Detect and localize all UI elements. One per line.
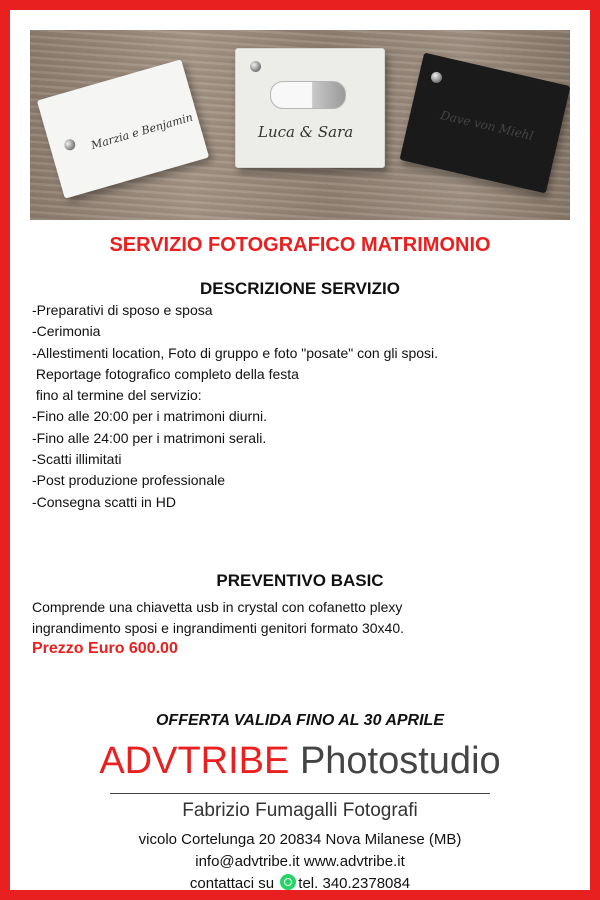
service-list xyxy=(32,300,438,513)
list-item: -Allestimenti location, Foto di gruppo e foto "posate" con gli sposi. xyxy=(32,344,439,361)
brand-name-a: ADVTRIBE xyxy=(99,740,290,782)
usb-stick xyxy=(270,81,346,109)
card-left-text: Marzia e Benjamin xyxy=(89,110,195,153)
list-item: -Scatti illimitati xyxy=(32,451,122,468)
basic-description xyxy=(32,597,404,639)
list-item: -Preparativi di sposo e sposa xyxy=(32,302,213,318)
crystal-usb-box xyxy=(235,48,385,168)
rivet-icon xyxy=(63,138,77,152)
black-card-box xyxy=(400,53,570,194)
description-heading: DESCRIZIONE SERVIZIO xyxy=(200,279,400,298)
basic-heading: PREVENTIVO BASIC xyxy=(216,571,384,590)
cta-label: contattaci su xyxy=(189,875,275,892)
whatsapp-icon[interactable] xyxy=(280,874,296,890)
price-label: Prezzo Euro 600.00 xyxy=(32,640,178,657)
list-item: -Cerimonia xyxy=(32,323,101,340)
phone-number[interactable]: tel. 340.2378084 xyxy=(298,875,411,892)
brand-name-b: Photostudio xyxy=(299,740,501,782)
card-mid-text: Luca & Sara xyxy=(258,123,354,141)
page-title: SERVIZIO FOTOGRAFICO MATRIMONIO xyxy=(109,234,491,256)
white-card-box xyxy=(37,59,209,198)
list-item: -Consegna scatti in HD xyxy=(32,493,176,510)
contact-block xyxy=(0,829,600,895)
studio-name: Fabrizio Fumagalli Fotografi xyxy=(182,800,418,821)
brand-logo xyxy=(0,740,600,783)
web-contact[interactable]: info@advtribe.it www.advtribe.it xyxy=(195,853,405,870)
basic-line: ingrandimento sposi e ingrandimenti genitori formato 30x40. xyxy=(32,620,404,636)
phone-line xyxy=(0,873,600,895)
list-item: Reportage fotografico completo della festa xyxy=(32,365,299,382)
rivet-icon xyxy=(250,61,261,72)
usb-boxes-photo xyxy=(30,30,570,220)
address: vicolo Cortelunga 20 20834 Nova Milanese (MB) xyxy=(138,831,462,848)
offer-banner: OFFERTA VALIDA FINO AL 30 APRILE xyxy=(155,712,444,729)
list-item: -Post produzione professionale xyxy=(32,472,226,489)
divider xyxy=(110,793,490,794)
rivet-icon xyxy=(430,71,443,84)
card-right-text: Dave von Miehl xyxy=(439,108,535,143)
list-item: -Fino alle 20:00 per i matrimoni diurni. xyxy=(32,408,267,425)
basic-line: Comprende una chiavetta usb in crystal con cofanetto plexy xyxy=(32,599,403,615)
list-item: fino al termine del servizio: xyxy=(32,387,202,404)
list-item: -Fino alle 24:00 per i matrimoni serali. xyxy=(32,429,267,446)
